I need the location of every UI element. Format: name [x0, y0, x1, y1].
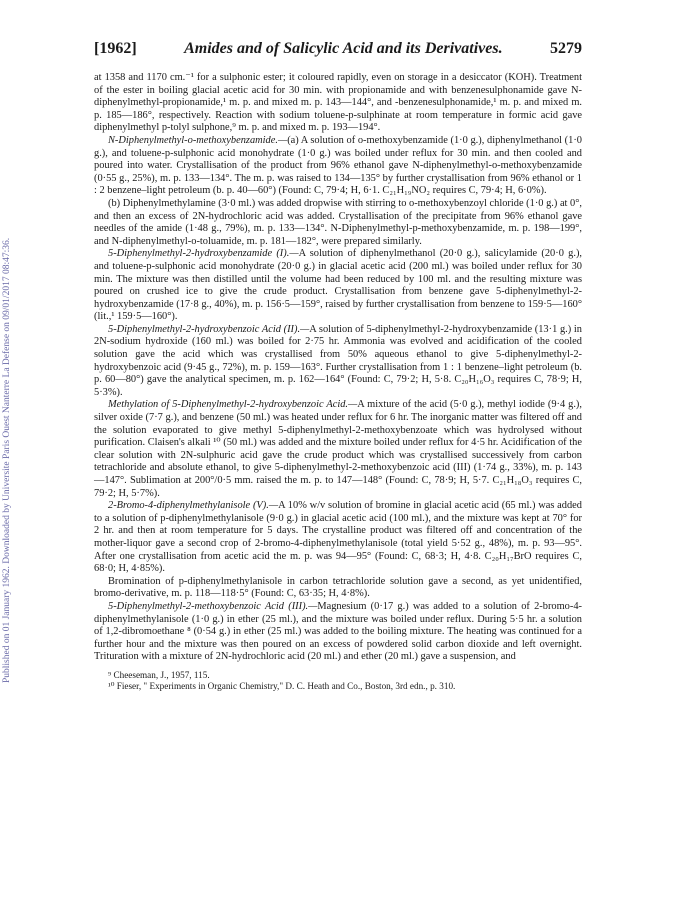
footnote: ⁹ Cheeseman, J., 1957, 115.: [108, 669, 210, 680]
paragraph: [94, 399, 582, 500]
running-header: [94, 40, 582, 60]
paragraph-text: Magnesium (0·17 g.) was added to a solution of 2-bromo-4-diphenylmethylanisole (1·0 g.) in ether (25 ml.), and the mixture was boiled under reflux. During 5·5 hr. a solution of 1,2-dibromoethane ⁸ (0·54 g.) in ether (25 ml.) was added to the boiling mixture. The heating was continued for a further hour and the mixture was then poured on an excess of powdered solid carbon dioxide and left overnight. Trituration with a mixture of 2N-hydrochloric acid (20 ml.) and ether (20 ml.) gave a suspension, and: [94, 600, 582, 663]
paragraph-text: A solution of diphenylmethanol (20·0 g.), salicylamide (20·0 g.), and toluene-p-sulphonic acid monohydrate (20·0 g.) in glacial acetic acid (200 ml.) was boiled under reflux for 30 min. The mixture was then distilled until the volume had been reduced by 100 ml. and the resulting mixture was poured on crushed ice to give the crude product. Crystallisation from benzene gave 5-diphenylmethyl-2-hydroxybenzamide (17·8 g., 40%), m. p. 156·5—159°, raised by further crystallisation from benzene to 159·5—160° (lit.,¹ 159·5—160°).: [94, 248, 583, 323]
paragraph-text: A solution of 5-diphenylmethyl-2-hydroxybenzamide (13·1 g.) in 2N-sodium hydroxide (160 ml.) was boiled for 2·75 hr. Ammonia was evolved and acidification of the cooled solution gave the acid which was crystallised from 50% aqueous ethanol to give 5-diphenylmethyl-2-hydroxybenzoic acid (9·45 g., 72%), m. p. 159—163°. Further crystallisation from 1 : 1 benzene–light petroleum (b. p. 60—80°) gave the analytical specimen, m. p. 162—164° (Found: C, 79·2; H, 5·8. C₂₀H₁₆O₃ requires C, 78·9; H, 5·3%).: [94, 323, 582, 398]
footnote: ¹⁰ Fieser, " Experiments in Organic Chemistry," D. C. Heath and Co., Boston, 3rd edn., p. 310.: [108, 680, 456, 691]
paragraph-text: (a) A solution of o-methoxybenzamide (1·0 g.), diphenylmethanol (1·0 g.), and toluene-p-sulphonic acid monohydrate (1·0 g.) was boiled under reflux for 30 min. and then cooled and poured into water. Crystallisation of the product from 96% ethanol gave N-diphenylmethyl-o-methoxybenzamide (0·55 g., 25%), m. p. 133—134°. The m. p. was raised to 134—135° by further crystallisation from 96% ethanol or 1 : 2 benzene–light petroleum (b. p. 40—60°) (Found: C, 79·4; H, 6·1. C₂₁H₁₉NO₂ requires C, 79·4; H, 6·0%).: [94, 134, 582, 197]
section-heading: N-Diphenylmethyl-o-methoxybenzamide.—: [108, 134, 288, 146]
paragraph-text: A 10% w/v solution of bromine in glacial acetic acid (65 ml.) was added to a solution of p-diphenylmethylanisole (9·0 g.) in glacial acetic acid (100 ml.), and the mixture was kept at 70° for 2 hr. and then at room temperature for 5 days. The crystalline product was filtered off and concentration of the mother-liquor gave a second crop of 2-bromo-4-diphenylmethylanisole (total yield 5·52 g., 48%), m. p. 93—95°. After one crystallisation from acetic acid the m. p. was 94—95° (Found: C, 68·3; H, 4·8. C₂₀H₁₇BrO requires C, 68·0; H, 4·85%).: [94, 500, 582, 575]
journal-year: [1962]: [94, 40, 137, 57]
footnotes: [94, 670, 582, 692]
article-body: [94, 72, 582, 692]
paragraph-text: at 1358 and 1170 cm.⁻¹ for a sulphonic ester; it coloured rapidly, even on storage in a desiccator (KOH). Treatment of the ester in boiling glacial acetic acid for 30 min. with propionamide and with benzenesulphonamide gave N-diphenylmethyl-propionamide,¹ m. p. and mixed m. p. 143—144°, and -benzenesulphonamide,¹ m. p. and mixed m. p. 185—186°, respectively. Reaction with sodium toluene-p-sulphinate at room temperature in formic acid gave diphenylmethyl p-tolyl sulphone,⁹ m. p. and mixed m. p. 193—194°.: [94, 72, 582, 134]
section-heading: 5-Diphenylmethyl-2-hydroxybenzamide (I).—: [108, 248, 299, 260]
section-heading: 2-Bromo-4-diphenylmethylanisole (V).—: [108, 500, 279, 512]
paragraph-text: (b) Diphenylmethylamine (3·0 ml.) was added dropwise with stirring to o-methoxybenzoyl chloride (1·0 g.) at 0°, and then an excess of 2N-hydrochloric acid was added. Crystallisation of the precipitate from 96% ethanol gave needles of the amide (1·48 g., 79%), m. p. 133—134°. N-Diphenylmethyl-p-methoxybenzamide, m. p. 198—199°, and N-diphenylmethyl-o-toluamide, m. p. 181—182°, were prepared similarly.: [94, 197, 582, 247]
paragraph: [94, 248, 582, 324]
paragraph: [94, 72, 582, 135]
section-heading: 5-Diphenylmethyl-2-hydroxybenzoic Acid (II).—: [108, 323, 310, 335]
page-number: 5279: [550, 40, 582, 57]
article-title: Amides and of Salicylic Acid and its Derivatives.: [184, 40, 503, 57]
paragraph: [94, 601, 582, 664]
section-heading: Methylation of 5-Diphenylmethyl-2-hydroxybenzoic Acid.—: [108, 399, 358, 411]
paragraph: [94, 324, 582, 400]
download-notice: Published on 01 January 1962. Downloaded by Universite Paris Ouest Nanterre La Defense on 09/01/2017 08:47:36.: [2, 237, 12, 683]
section-heading: 5-Diphenylmethyl-2-methoxybenzoic Acid (III).—: [108, 600, 318, 612]
paragraph: [94, 135, 582, 198]
paragraph: [94, 198, 582, 248]
paragraph: [94, 576, 582, 601]
paragraph: [94, 500, 582, 576]
paragraph-text: A mixture of the acid (5·0 g.), methyl iodide (9·4 g.), silver oxide (7·7 g.), and benzene (50 ml.) was heated under reflux for 6 hr. The inorganic matter was filtered off and the solution evaporated to give methyl 5-diphenylmethyl-2-methoxybenzoate which was hydrolysed without purification. Claisen's alkali ¹⁰ (50 ml.) was added and the mixture boiled under reflux for 4·5 hr. Acidification of the clear solution with 2N-sulphuric acid gave the crude product which was crystallised successively from carbon tetrachloride and absolute ethanol, to give 5-diphenylmethyl-2-methoxybenzoic acid (III) (1·74 g., 33%), m. p. 143—147°. Sublimation at 200°/0·5 mm. raised the m. p. to 147—148° (Found: C, 78·9; H, 5·7. C₂₁H₁₈O₃ requires C, 79·2; H, 5·7%).: [94, 399, 582, 499]
paragraph-text: Bromination of p-diphenylmethylanisole in carbon tetrachloride solution gave a second, as yet unidentified, bromo-derivative, m. p. 118—118·5° (Found: C, 63·35; H, 4·8%).: [94, 575, 582, 600]
